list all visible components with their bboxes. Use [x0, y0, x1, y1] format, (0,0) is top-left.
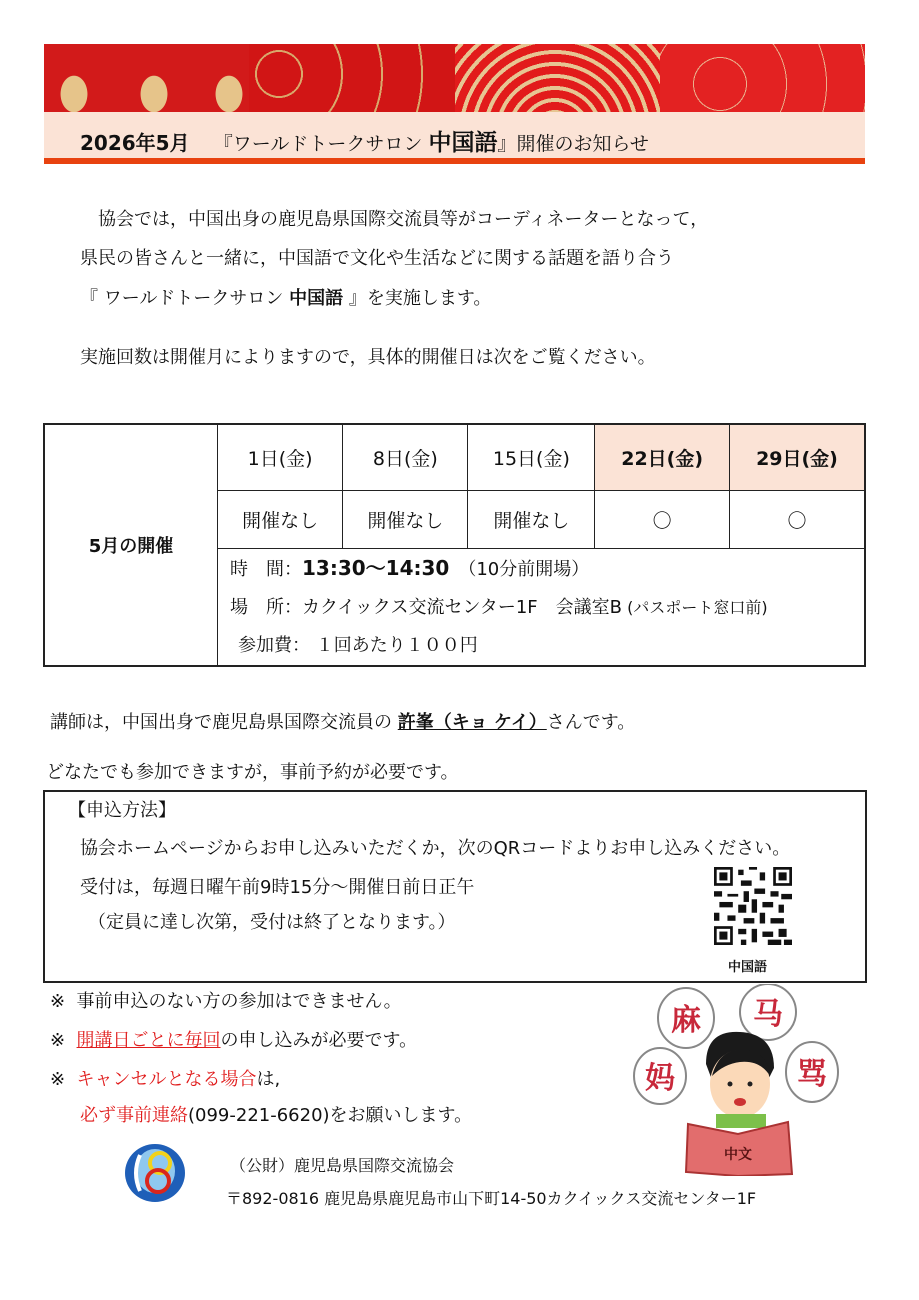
book-title: 中文	[724, 1147, 752, 1163]
event-info	[218, 548, 866, 666]
status-cell: 〇	[595, 490, 730, 548]
application-line3: （定員に達し次第，受付は終了となります。）	[88, 912, 456, 933]
time-note: （10分前開場）	[449, 558, 590, 580]
org-address: 〒892-0816 鹿児島県鹿児島市山下町14-50カクイックス交流センター1F	[226, 1189, 757, 1208]
note-emphasis: 開講日ごとに毎回	[76, 1030, 221, 1051]
date-cell: 1日(金)	[218, 424, 343, 490]
title-post: 』開催のお知らせ	[497, 133, 649, 155]
note-text: は,	[256, 1069, 281, 1090]
instructor-post: さんです。	[546, 712, 636, 733]
note-emphasis: キャンセルとなる場合	[76, 1069, 257, 1090]
bubble-char: 骂	[797, 1057, 827, 1092]
wave-pattern	[455, 44, 660, 112]
bubble-char: 麻	[671, 1003, 701, 1038]
circle-pattern	[249, 44, 454, 112]
intro-line3-bold: 中国語	[289, 288, 344, 309]
page-title	[80, 124, 649, 157]
intro-line3	[80, 284, 491, 310]
application-heading: 【申込方法】	[68, 800, 176, 821]
date-cell: 15日(金)	[468, 424, 595, 490]
association-logo	[124, 1143, 186, 1203]
fee-value: １回あたり１００円	[310, 634, 478, 656]
note-2	[50, 1026, 417, 1052]
status-cell: 開催なし	[468, 490, 595, 548]
schedule-table	[43, 423, 866, 667]
header-banner	[44, 44, 865, 112]
intro-line3-post: 』を実施します。	[343, 288, 492, 309]
flower-pattern	[660, 44, 865, 112]
time-label: 時 間：	[230, 558, 302, 580]
title-lang: 中国語	[428, 130, 498, 156]
intro-line3-pre: 『 ワールドトークサロン	[80, 288, 290, 309]
note-1	[50, 987, 402, 1013]
title-date: 2026年5月	[80, 131, 190, 155]
title-underline	[44, 158, 865, 164]
fee-row	[230, 627, 864, 665]
place-value: カクイックス交流センター1F 会議室B	[302, 596, 622, 618]
date-cell: 29日(金)	[729, 424, 865, 490]
qr-label: 中国語	[728, 960, 768, 975]
student-illustration	[628, 984, 842, 1176]
intro-line1: 協会では，中国出身の鹿児島県国際交流員等がコーディネーターとなって，	[98, 209, 709, 230]
date-cell: 8日(金)	[343, 424, 468, 490]
status-cell: 開催なし	[343, 490, 468, 548]
note-3	[50, 1065, 280, 1091]
instructor-line	[50, 708, 635, 734]
note-mark: ※	[50, 1030, 66, 1051]
intro-line4: 実施回数は開催月によりますので，具体的開催日は次をご覧ください。	[80, 347, 656, 368]
schedule-row-label: 5月の開催	[44, 424, 218, 666]
place-row	[230, 589, 864, 627]
date-cell: 22日(金)	[595, 424, 730, 490]
place-label: 場 所：	[230, 596, 302, 618]
time-row	[230, 549, 864, 589]
instructor-pre: 講師は，中国出身で鹿児島県国際交流員の	[50, 712, 398, 733]
application-line1: 協会ホームページからお申し込みいただくか，次のQRコードよりお申し込みください。	[80, 838, 791, 859]
note-mark: ※	[50, 991, 66, 1012]
application-line2: 受付は，毎週日曜午前9時15分～開催日前日正午	[80, 877, 475, 898]
intro-line2: 県民の皆さんと一緒に，中国語で文化や生活などに関する話題を語り合う	[80, 248, 674, 269]
status-cell: 〇	[729, 490, 865, 548]
qr-code[interactable]	[710, 867, 796, 945]
note-text: の申し込みが必要です。	[220, 1030, 418, 1051]
note-text: (099-221-6620)をお願いします。	[188, 1105, 473, 1126]
lantern-pattern	[44, 44, 249, 112]
bubble-char: 马	[753, 997, 783, 1032]
note-mark: ※	[50, 1069, 66, 1090]
note-emphasis: 必ず事前連絡	[80, 1105, 188, 1126]
instructor-name: 許峯（キョ ケイ）	[397, 712, 547, 733]
reservation-note: どなたでも参加できますが，事前予約が必要です。	[46, 762, 459, 783]
bubble-char: 妈	[645, 1061, 675, 1096]
org-name: （公財）鹿児島県国際交流協会	[230, 1156, 455, 1175]
place-note: (パスポート窓口前)	[622, 597, 768, 617]
status-cell: 開催なし	[218, 490, 343, 548]
title-pre: 『ワールドトークサロン	[213, 133, 423, 155]
fee-label: 参加費：	[238, 634, 310, 656]
time-value: 13:30～14:30	[302, 555, 450, 580]
note-4	[80, 1101, 472, 1127]
note-text: 事前申込のない方の参加はできません。	[76, 991, 402, 1012]
